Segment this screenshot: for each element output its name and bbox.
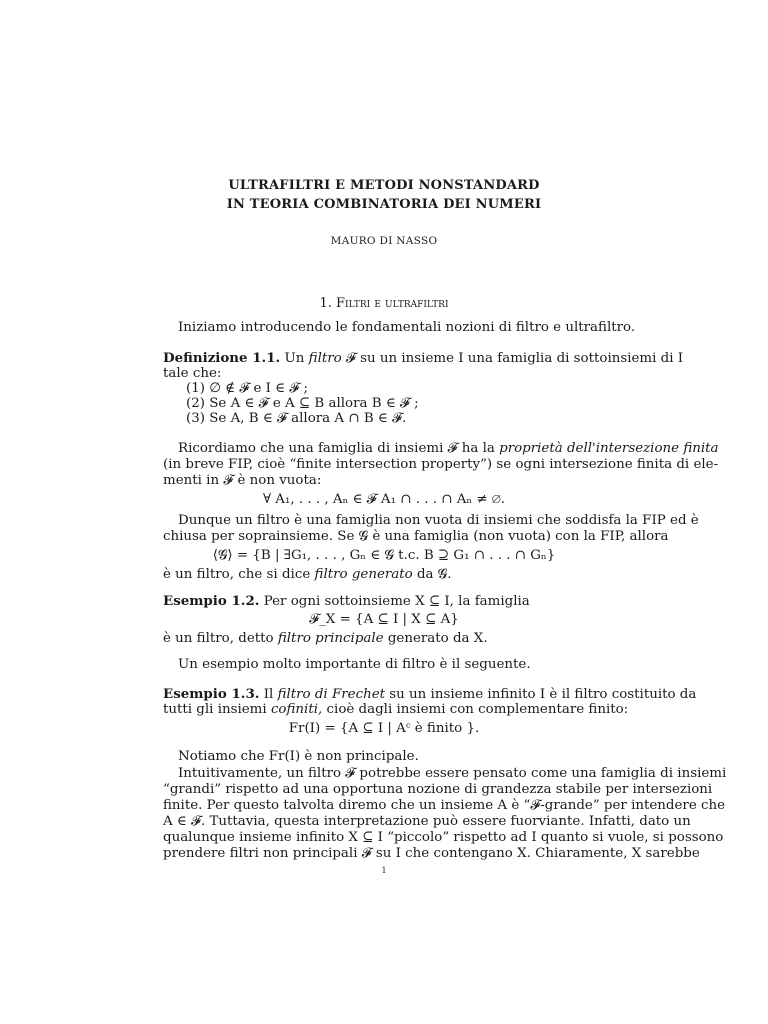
notiamo-line: Notiamo che Fr(I) è non principale. [178,749,419,764]
text: 𝓕 su un insieme I una famiglia di sottoinsiemi di I [345,351,684,366]
final-line-1: Intuitivamente, un filtro 𝓕 potrebbe essere pensato come una famiglia di insiemi [178,766,727,781]
example-1-2-line-2 [163,631,607,647]
term-filtro-frechet: filtro di Frechet [277,687,386,702]
text: Il [263,687,274,702]
intro-paragraph: Iniziamo introducendo le fondamentali nozioni di filtro e ultrafiltro. [178,320,636,335]
fip-formula: ∀ A₁, . . . , Aₙ ∈ 𝓕 A₁ ∩ . . . ∩ Aₙ ≠ ∅. [262,492,506,507]
fip-line-2: (in breve FIP, cioè “finite intersection property”) se ogni intersezione finita di ele- [163,457,719,472]
definition-label: Definizione 1.1. [163,350,281,366]
text: Un [284,351,305,366]
example-label: Esempio 1.3. [163,686,260,702]
text: Per ogni sottoinsieme X ⊆ I, la famiglia [263,594,530,609]
gen-line-2: chiusa per soprainsieme. Se 𝓖 è una famiglia (non vuota) con la FIP, allora [163,529,669,544]
text: da 𝓖. [416,567,452,582]
author: MAURO DI NASSO [330,235,438,247]
example-label: Esempio 1.2. [163,593,260,609]
fip-line-1 [178,441,719,457]
example-1-3-line-2 [163,702,629,718]
gen-line-3 [163,567,607,583]
important-line: Un esempio molto importante di filtro è il seguente. [178,657,531,672]
definition-item-2: (2) Se A ∈ 𝓕 e A ⊆ B allora B ∈ 𝓕 ; [186,396,419,411]
gen-line-1: Dunque un filtro è una famiglia non vuota di insiemi che soddisfa la FIP ed è [178,513,699,528]
term-cofiniti: cofiniti, [270,702,323,717]
title-line-1: ULTRAFILTRI E METODI NONSTANDARD [228,178,540,193]
example-1-2-line-1 [163,593,607,610]
section-heading [0,296,768,311]
final-line-4: A ∈ 𝓕. Tuttavia, questa interpretazione può essere fuorviante. Infatti, dato un [163,814,691,829]
term-filtro: filtro [308,351,342,366]
term-filtro-generato: filtro generato [314,567,413,582]
example-1-2-formula: 𝓕_X = {A ⊆ I | X ⊆ A} [309,612,459,627]
final-line-5: qualunque insieme infinito X ⊆ I “piccolo” rispetto ad I quanto si vuole, si possono [163,830,724,845]
final-line-3: finite. Per questo talvolta diremo che un insieme A è “𝓕-grande” per intendere che [163,798,726,813]
term-fip: proprietà dell'intersezione finita [499,441,719,456]
fip-line-3: menti in 𝓕 è non vuota: [163,473,322,488]
definition-item-3: (3) Se A, B ∈ 𝓕 allora A ∩ B ∈ 𝓕. [186,411,407,426]
term-filtro-principale: filtro principale [277,631,384,646]
definition-1-1-line-2: tale che: [163,366,222,381]
page-number: 1 [381,866,387,875]
text: su un insieme infinito I è il filtro costituito da [389,687,697,702]
section-title-text: Filtri e ultrafiltri [336,296,449,311]
title-line-2: IN TEORIA COMBINATORIA DEI NUMERI [226,197,542,212]
text: cioè dagli insiemi con complementare finito: [326,702,629,717]
text: è un filtro, detto [163,631,274,646]
final-line-2: “grandi” rispetto ad una opportuna nozione di grandezza stabile per intersezioni [163,782,713,797]
final-line-6: prendere filtri non principali 𝓕 su I che contengano X. Chiaramente, X sarebbe [163,846,700,861]
definition-item-1: (1) ∅ ∉ 𝓕 e I ∈ 𝓕 ; [186,381,308,396]
example-1-3-formula: Fr(I) = {A ⊆ I | Aᶜ è finito }. [288,721,480,736]
text: è un filtro, che si dice [163,567,311,582]
gen-formula: ⟨𝓖⟩ = {B | ∃G₁, . . . , Gₙ ∈ 𝓖 t.c. B ⊇ G₁ ∩ . . . ∩ Gₙ} [212,548,556,563]
text: tutti gli insiemi [163,702,267,717]
text: generato da X. [387,631,488,646]
example-1-3-line-1 [163,686,697,703]
section-number: 1. [319,296,332,311]
definition-1-1-line-1 [163,350,684,367]
text: Ricordiamo che una famiglia di insiemi 𝓕 ha la [178,441,495,456]
